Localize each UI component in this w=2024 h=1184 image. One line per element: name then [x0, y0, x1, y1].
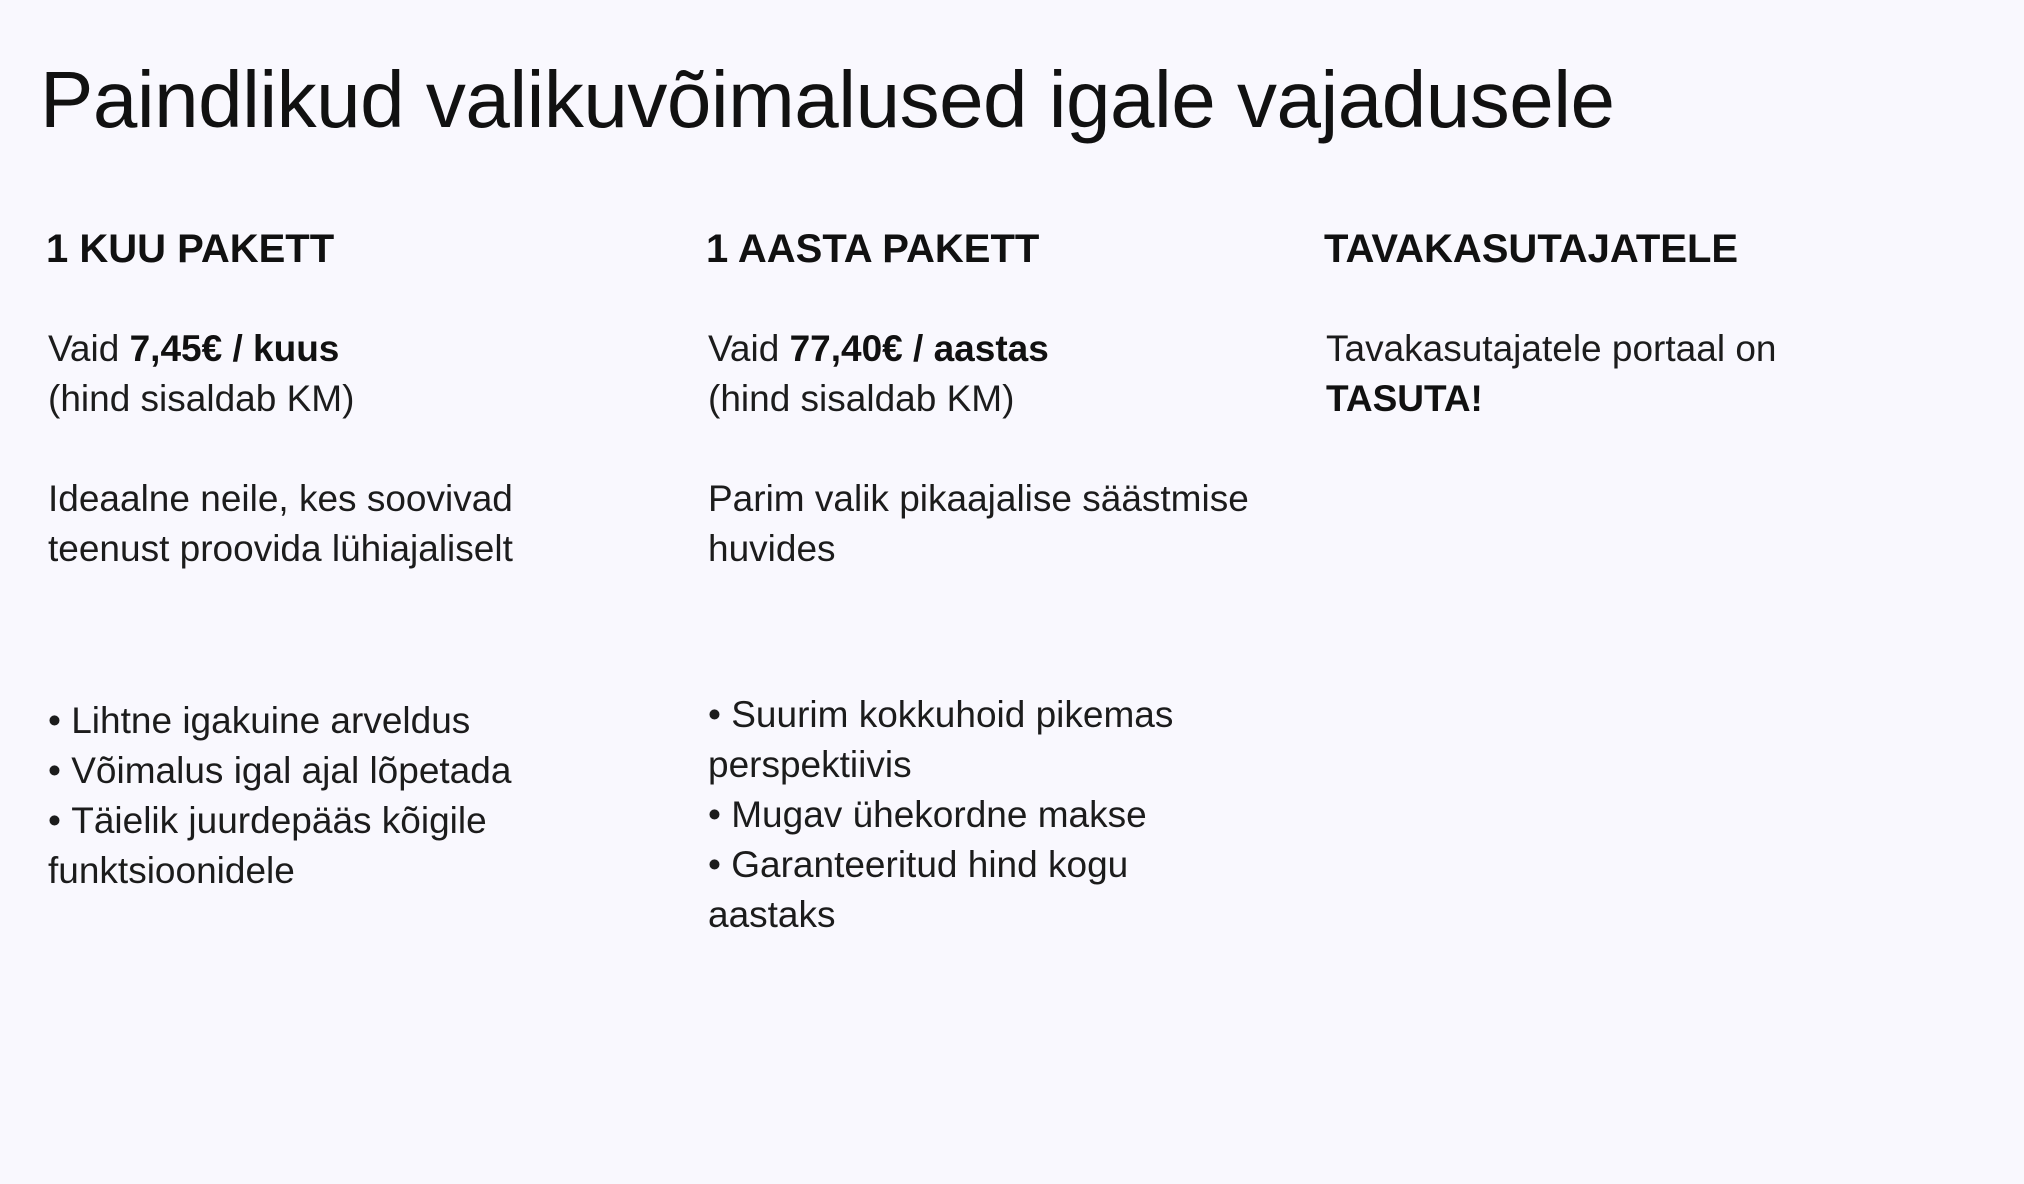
free-text: Tavakasutajatele portaal on: [1326, 328, 1777, 369]
free-info: [1326, 324, 1776, 424]
plan-description: [708, 474, 1249, 574]
plan-heading: 1 AASTA PAKETT: [706, 227, 1040, 271]
price-block: [708, 324, 1049, 424]
description-line: Ideaalne neile, kes soovivad: [48, 478, 513, 519]
feature-item: • Suurim kokkuhoid pikemas perspektiivis: [708, 690, 1248, 790]
price-value: 7,45€ / kuus: [129, 328, 340, 369]
plan-yearly: [706, 224, 1296, 935]
feature-item: • Täielik juurdepääs kõigile funktsioonidele: [48, 796, 608, 896]
plan-heading: 1 KUU PAKETT: [46, 227, 335, 271]
description-line: Parim valik pikaajalise säästmise: [708, 478, 1249, 519]
price-note: (hind sisaldab KM): [48, 378, 355, 419]
plan-monthly: [46, 224, 636, 891]
feature-item: • Lihtne igakuine arveldus: [48, 696, 608, 746]
feature-item: • Mugav ühekordne makse: [708, 790, 1248, 840]
feature-item: • Võimalus igal ajal lõpetada: [48, 746, 608, 796]
description-line: teenust proovida lühiajaliselt: [48, 528, 513, 569]
description-line: huvides: [708, 528, 836, 569]
feature-list: [708, 690, 1248, 940]
feature-list: [48, 696, 608, 896]
feature-item: • Garanteeritud hind kogu aastaks: [708, 840, 1248, 940]
price-note: (hind sisaldab KM): [708, 378, 1015, 419]
page-title: Paindlikud valikuvõimalused igale vajadusele: [40, 55, 1615, 144]
price-value: 77,40€ / aastas: [789, 328, 1049, 369]
plan-heading: TAVAKASUTAJATELE: [1324, 227, 1739, 271]
price-prefix: Vaid: [48, 328, 130, 369]
price-prefix: Vaid: [708, 328, 790, 369]
plan-description: [48, 474, 513, 574]
price-block: [48, 324, 354, 424]
free-emphasis: TASUTA!: [1326, 378, 1483, 419]
plan-regular-users: [1324, 224, 1944, 419]
